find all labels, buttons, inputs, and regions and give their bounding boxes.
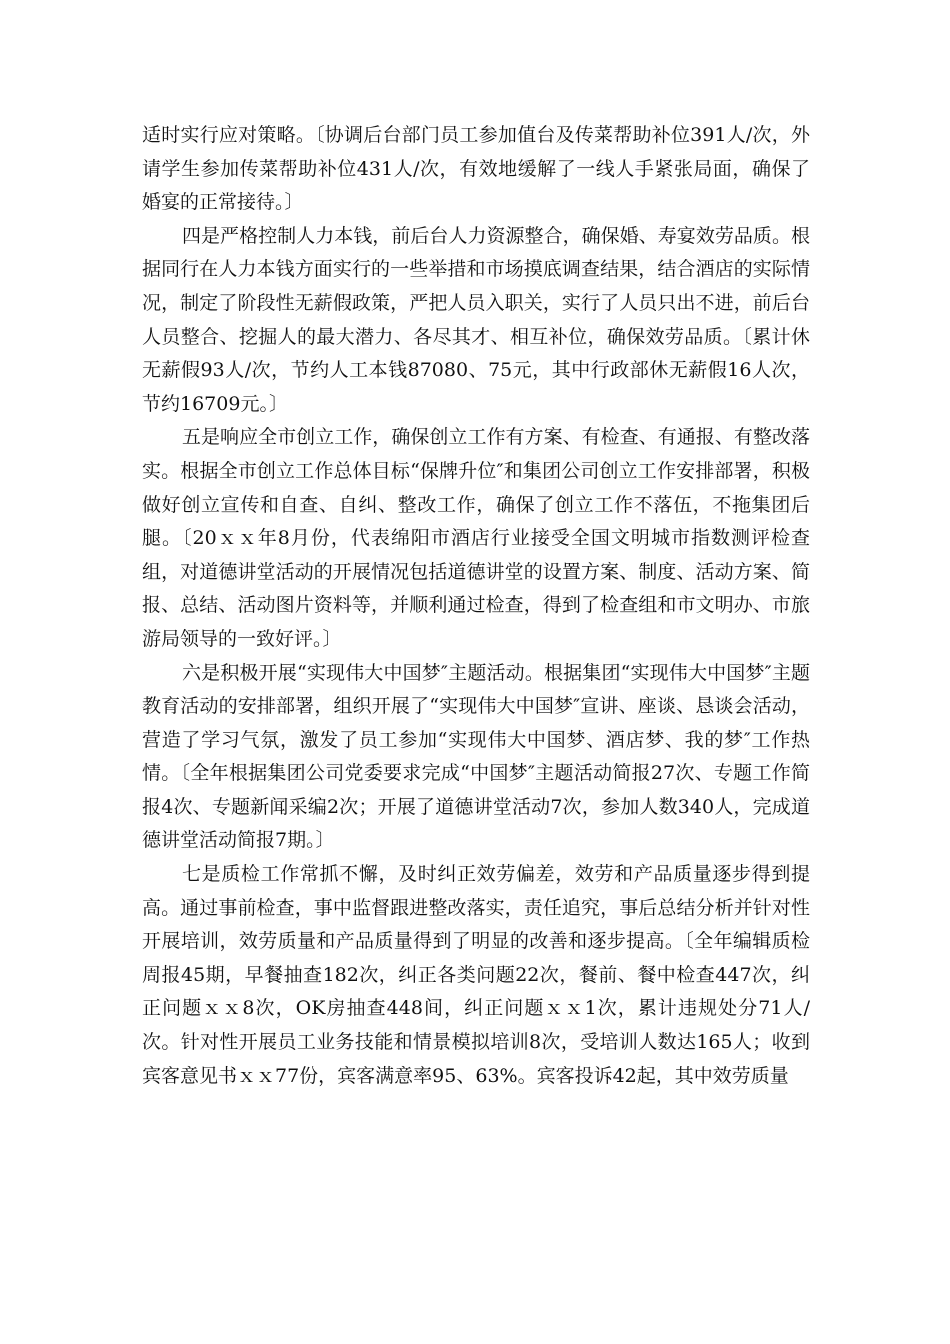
paragraph-1: 适时实行应对策略。〔协调后台部门员工参加值台及传菜帮助补位391人/次，外请学生参加传菜帮助补位431人/次，有效地缓解了一线人手紧张局面，确保了婚宴的正常接待。〕 [142,124,810,214]
document-body [142,119,810,1093]
paragraph-2: 四是严格控制人力本钱，前后台人力资源整合，确保婚、寿宴效劳品质。根据同行在人力本钱方面实行的一些举措和市场摸底调查结果，结合酒店的实际情况，制定了阶段性无薪假政策，严把人员入职关，实行了人员只出不进，前后台人员整合、挖掘人的最大潜力、各尽其才、相互补位，确保效劳品质。〔累计休无薪假93人/次，节约人工本钱87080、75元，其中行政部休无薪假16人次，节约16709元。〕 [142,224,810,415]
paragraph-3: 五是响应全市创立工作，确保创立工作有方案、有检查、有通报、有整改落实。根据全市创立工作总体目标“保牌升位″和集团公司创立工作安排部署，积极做好创立宣传和自查、自纠、整改工作，确保了创立工作不落伍，不拖集团后腿。〔20ｘｘ年8月份，代表绵阳市酒店行业接受全国文明城市指数测评检查组，对道德讲堂活动的开展情况包括道德讲堂的设置方案、制度、活动方案、简报、总结、活动图片资料等，并顺利通过检查，得到了检查组和市文明办、市旅游局领导的一致好评。〕 [142,426,810,650]
paragraph-5: 七是质检工作常抓不懈，及时纠正效劳偏差，效劳和产品质量逐步得到提高。通过事前检查，事中监督跟进整改落实，责任追究，事后总结分析并针对性开展培训，效劳质量和产品质量得到了明显的改善和逐步提高。〔全年编辑质检周报45期，早餐抽查182次，纠正各类问题22次，餐前、餐中检查447次，纠正问题ｘｘ8次，OK房抽查448间，纠正问题ｘｘ1次，累计违规处分71人/次。针对性开展员工业务技能和情景模拟培训8次，受培训人数达165人；收到宾客意见书ｘｘ77份，宾客满意率95、63%。宾客投诉42起，其中效劳质量 [142,863,810,1087]
paragraph-4: 六是积极开展“实现伟大中国梦″主题活动。根据集团“实现伟大中国梦″主题教育活动的安排部署，组织开展了“实现伟大中国梦″宣讲、座谈、恳谈会活动，营造了学习气氛，激发了员工参加“实现伟大中国梦、酒店梦、我的梦″工作热情。〔全年根据集团公司党委要求完成“中国梦″主题活动简报27次、专题工作简报4次、专题新闻采编2次；开展了道德讲堂活动7次，参加人数340人，完成道德讲堂活动简报7期。〕 [142,661,810,852]
